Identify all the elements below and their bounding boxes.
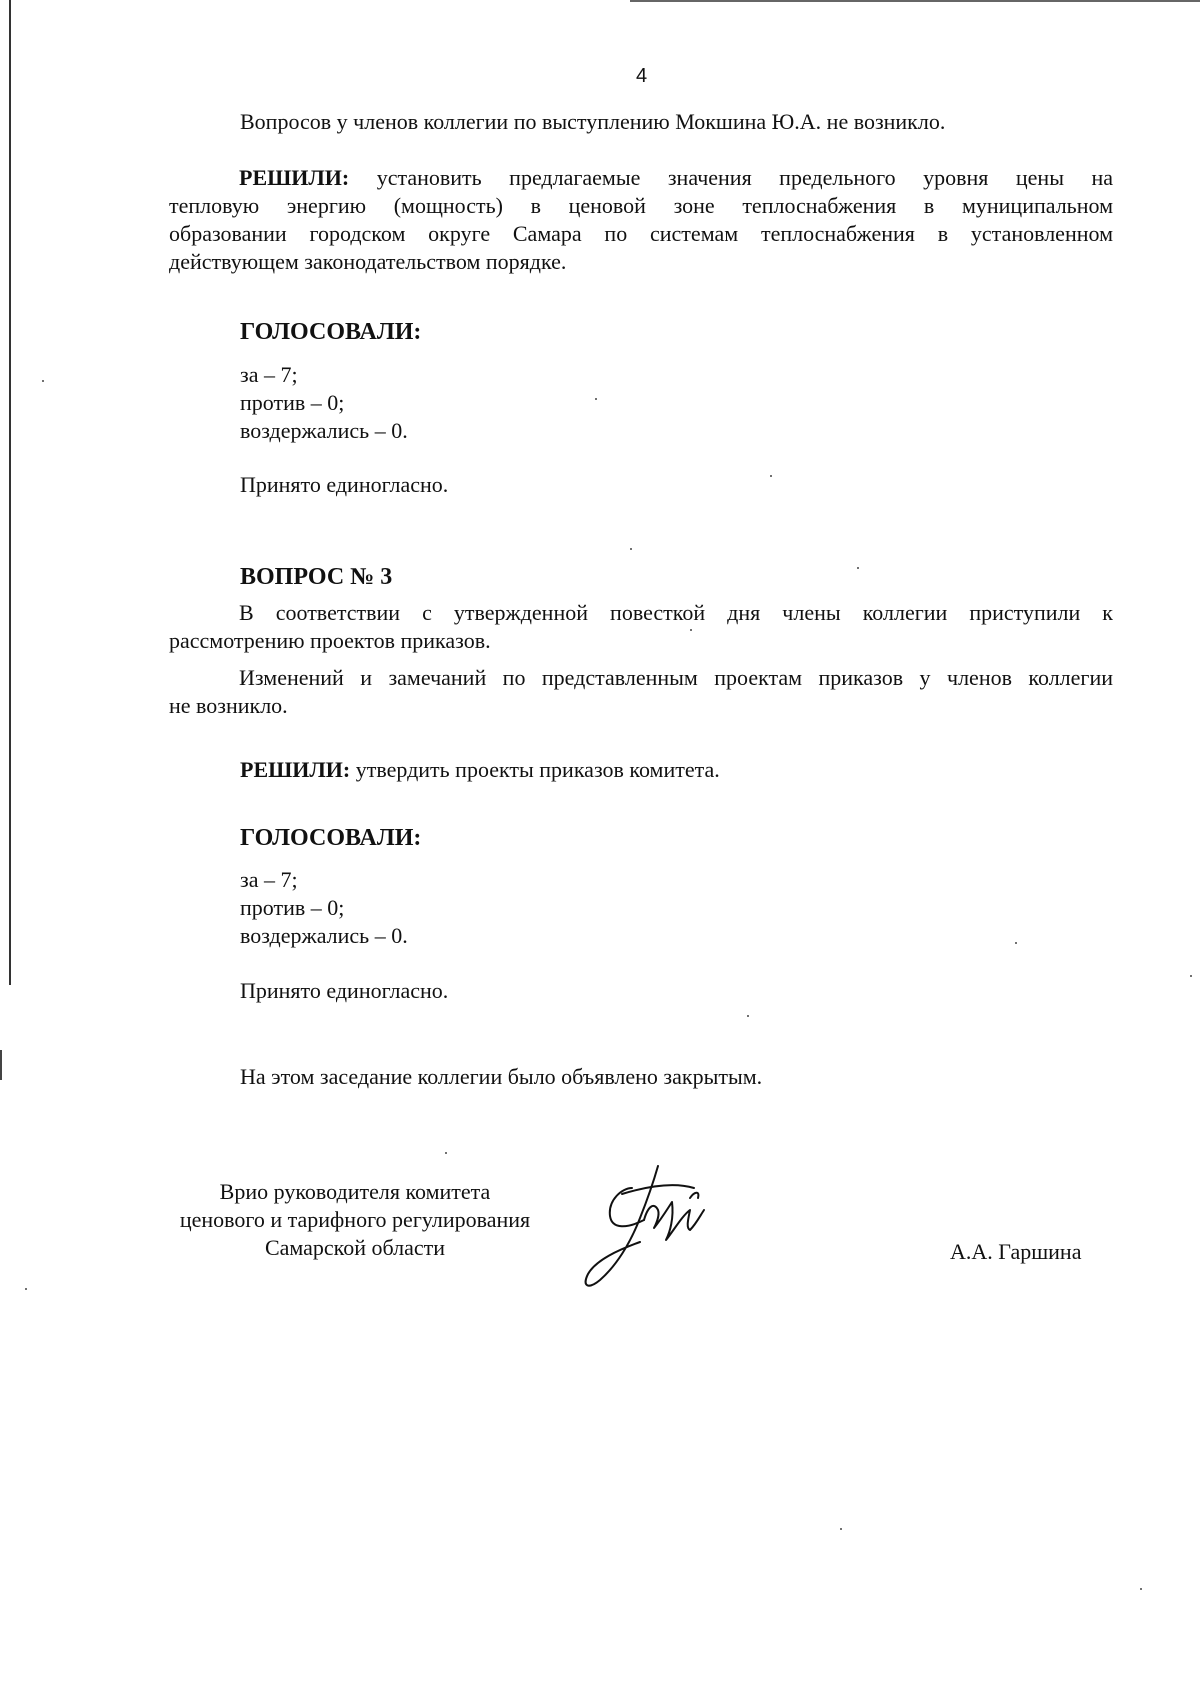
scan-speck	[840, 1528, 842, 1530]
signer-position-line: ценового и тарифного регулирования	[179, 1207, 531, 1232]
question-3-line: В соответствии с утвержденной повесткой дня члены коллегии приступили к	[239, 600, 1113, 625]
scan-speck	[770, 475, 772, 477]
decision-1-paragraph	[169, 164, 1113, 276]
decision-1-text: установить предлагаемые значения предельного уровня цены на	[376, 165, 1113, 190]
scan-speck	[445, 1152, 447, 1154]
vote-2-abstained: воздержались – 0.	[240, 923, 408, 948]
question-3-line: рассмотрению проектов приказов.	[169, 628, 491, 653]
question-3-heading: ВОПРОС № 3	[240, 564, 393, 590]
handwritten-signature	[582, 1158, 742, 1298]
vote-1-result: Принято единогласно.	[240, 472, 449, 497]
vote-2-list	[240, 866, 408, 950]
question-3-line: Изменений и замечаний по представленным проектам приказов у членов коллегии	[239, 665, 1113, 690]
decision-1-line: действующем законодательством порядке.	[169, 249, 567, 274]
question-3-line: не возникло.	[169, 693, 288, 718]
scan-speck	[857, 567, 859, 569]
vote-1-abstained: воздержались – 0.	[240, 418, 408, 443]
signer-position	[150, 1178, 560, 1262]
scan-speck	[1140, 1588, 1142, 1590]
scan-speck	[630, 548, 632, 550]
scan-speck	[1190, 975, 1192, 977]
scan-speck	[1015, 942, 1017, 944]
vote-1-against: против – 0;	[240, 390, 345, 415]
decision-2-paragraph	[240, 756, 720, 784]
vote-2-result: Принято единогласно.	[240, 978, 449, 1003]
scan-speck	[747, 1015, 749, 1017]
page-number: 4	[635, 65, 648, 87]
decision-1-line	[169, 164, 1113, 192]
vote-1-for: за – 7;	[240, 362, 298, 387]
vote-2-for: за – 7;	[240, 867, 298, 892]
decision-1-line: тепловую энергию (мощность) в ценовой зоне теплоснабжения в муниципальном	[169, 193, 1113, 218]
decision-2-text: утвердить проекты приказов комитета.	[355, 757, 720, 782]
intro-paragraph: Вопросов у членов коллегии по выступлению Мокшина Ю.А. не возникло.	[240, 109, 946, 134]
vote-1-list	[240, 361, 408, 445]
scan-speck	[595, 398, 597, 400]
question-3-paragraph-1	[169, 599, 1113, 655]
vote-2-against: против – 0;	[240, 895, 345, 920]
decision-2-label: РЕШИЛИ:	[240, 757, 351, 782]
decision-1-label: РЕШИЛИ:	[239, 165, 350, 190]
signer-position-line: Самарской области	[264, 1235, 446, 1260]
scan-speck	[42, 380, 44, 382]
page-edge-left-lower	[0, 1050, 2, 1080]
vote-1-heading: ГОЛОСОВАЛИ:	[240, 319, 422, 345]
vote-2-heading: ГОЛОСОВАЛИ:	[240, 825, 422, 851]
question-3-paragraph-2	[169, 664, 1113, 720]
scan-speck	[25, 1288, 27, 1290]
signer-name: А.А. Гаршина	[950, 1239, 1082, 1264]
closing-statement: На этом заседание коллегии было объявлено закрытым.	[240, 1064, 763, 1089]
signer-position-line: Врио руководителя комитета	[219, 1179, 491, 1204]
page-edge-left	[9, 0, 11, 985]
page-edge-top	[630, 0, 1200, 2]
decision-1-line: образовании городском округе Самара по системам теплоснабжения в установленном	[169, 221, 1113, 246]
